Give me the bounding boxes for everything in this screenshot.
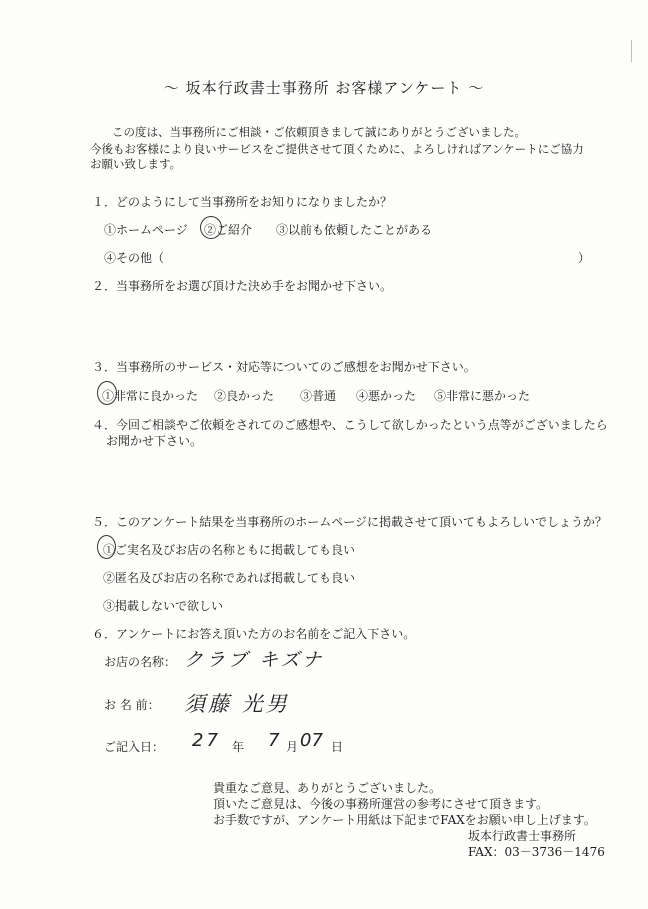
date-label: ご記入日： (104, 740, 165, 754)
intro-line-3: お願い致します。 (90, 157, 182, 171)
question-6: ６．アンケートにお答え頂いた方のお名前をご記入下さい。 (92, 627, 416, 641)
q3-option-normal: ③普通 (300, 389, 337, 403)
page-title: ～ 坂本行政書士事務所 お客様アンケート ～ (163, 79, 485, 97)
question-5: ５．このアンケート結果を当事務所のホームページに掲載させて頂いてもよろしいでしょうか？ (92, 515, 608, 529)
intro-line-2: 今後もお客様により良いサービスをご提供させて頂くために、よろしければアンケートにご協力 (90, 142, 584, 156)
q3-option-good: ②良かった (214, 389, 275, 403)
date-day-unit: 日 (331, 740, 344, 754)
shop-name-label: お店の名称： (104, 655, 177, 669)
date-month-unit: 月 (286, 740, 299, 754)
intro-line-1: この度は、当事務所にご相談・ご依頼頂きまして誠にありがとうございました。 (112, 125, 526, 139)
q3-option-bad: ④悪かった (356, 389, 417, 403)
q1-option-previous: ③以前も依頼したことがある (276, 223, 433, 237)
closing-line-3: お手数ですが、アンケート用紙は下記までFAXをお願い申し上げます。 (213, 813, 596, 827)
q5-option-no-publish: ③掲載しないで欲しい (103, 599, 224, 613)
q5-selection-circle (97, 535, 116, 559)
customer-name-label: お 名 前： (104, 698, 160, 712)
q1-option-referral: ②ご紹介 (204, 223, 253, 237)
question-1: １．どのようにして当事務所をお知りになりましたか？ (92, 195, 393, 209)
shop-name-handwritten: クラブ キズナ (184, 649, 325, 671)
office-name: 坂本行政書士事務所 (468, 829, 577, 843)
question-4-line-1: ４．今回ご相談やご依頼をされてのご感想や、こうして欲しかったという点等がございましたら (92, 418, 608, 432)
date-day-handwritten: 07 (300, 730, 323, 751)
q1-other-close: ） (578, 251, 591, 265)
question-4-line-2: お聞かせ下さい。 (106, 434, 203, 448)
scan-edge-mark (631, 40, 632, 62)
customer-name-handwritten: 須藤 光男 (184, 692, 290, 716)
date-year-unit: 年 (232, 740, 245, 754)
q5-option-anonymous: ②匿名及びお店の名称であれば掲載しても良い (103, 571, 356, 585)
date-month-handwritten: 7 (268, 730, 283, 751)
question-3: ３．当事務所のサービス・対応等についてのご感想をお聞かせ下さい。 (92, 360, 476, 374)
question-2: ２．当事務所をお選び頂けた決め手をお聞かせ下さい。 (92, 279, 393, 293)
q3-option-very-good: ①非常に良かった (102, 389, 199, 403)
q1-selection-circle (200, 216, 222, 239)
fax-number: FAX：03－3736－1476 (468, 845, 605, 859)
q1-option-homepage: ①ホームページ (104, 223, 188, 237)
closing-line-1: 貴重なご意見、ありがとうございました。 (213, 781, 442, 795)
date-year-handwritten: 27 (192, 730, 221, 751)
q1-option-other: ④その他（ (104, 251, 165, 265)
q3-option-very-bad: ⑤非常に悪かった (434, 389, 531, 403)
closing-line-2: 頂いたご意見は、今後の事務所運営の参考にさせて頂きます。 (213, 797, 549, 811)
q5-option-real-name: ①ご実名及びお店の名称ともに掲載しても良い (103, 543, 356, 557)
q3-selection-circle (97, 381, 117, 405)
